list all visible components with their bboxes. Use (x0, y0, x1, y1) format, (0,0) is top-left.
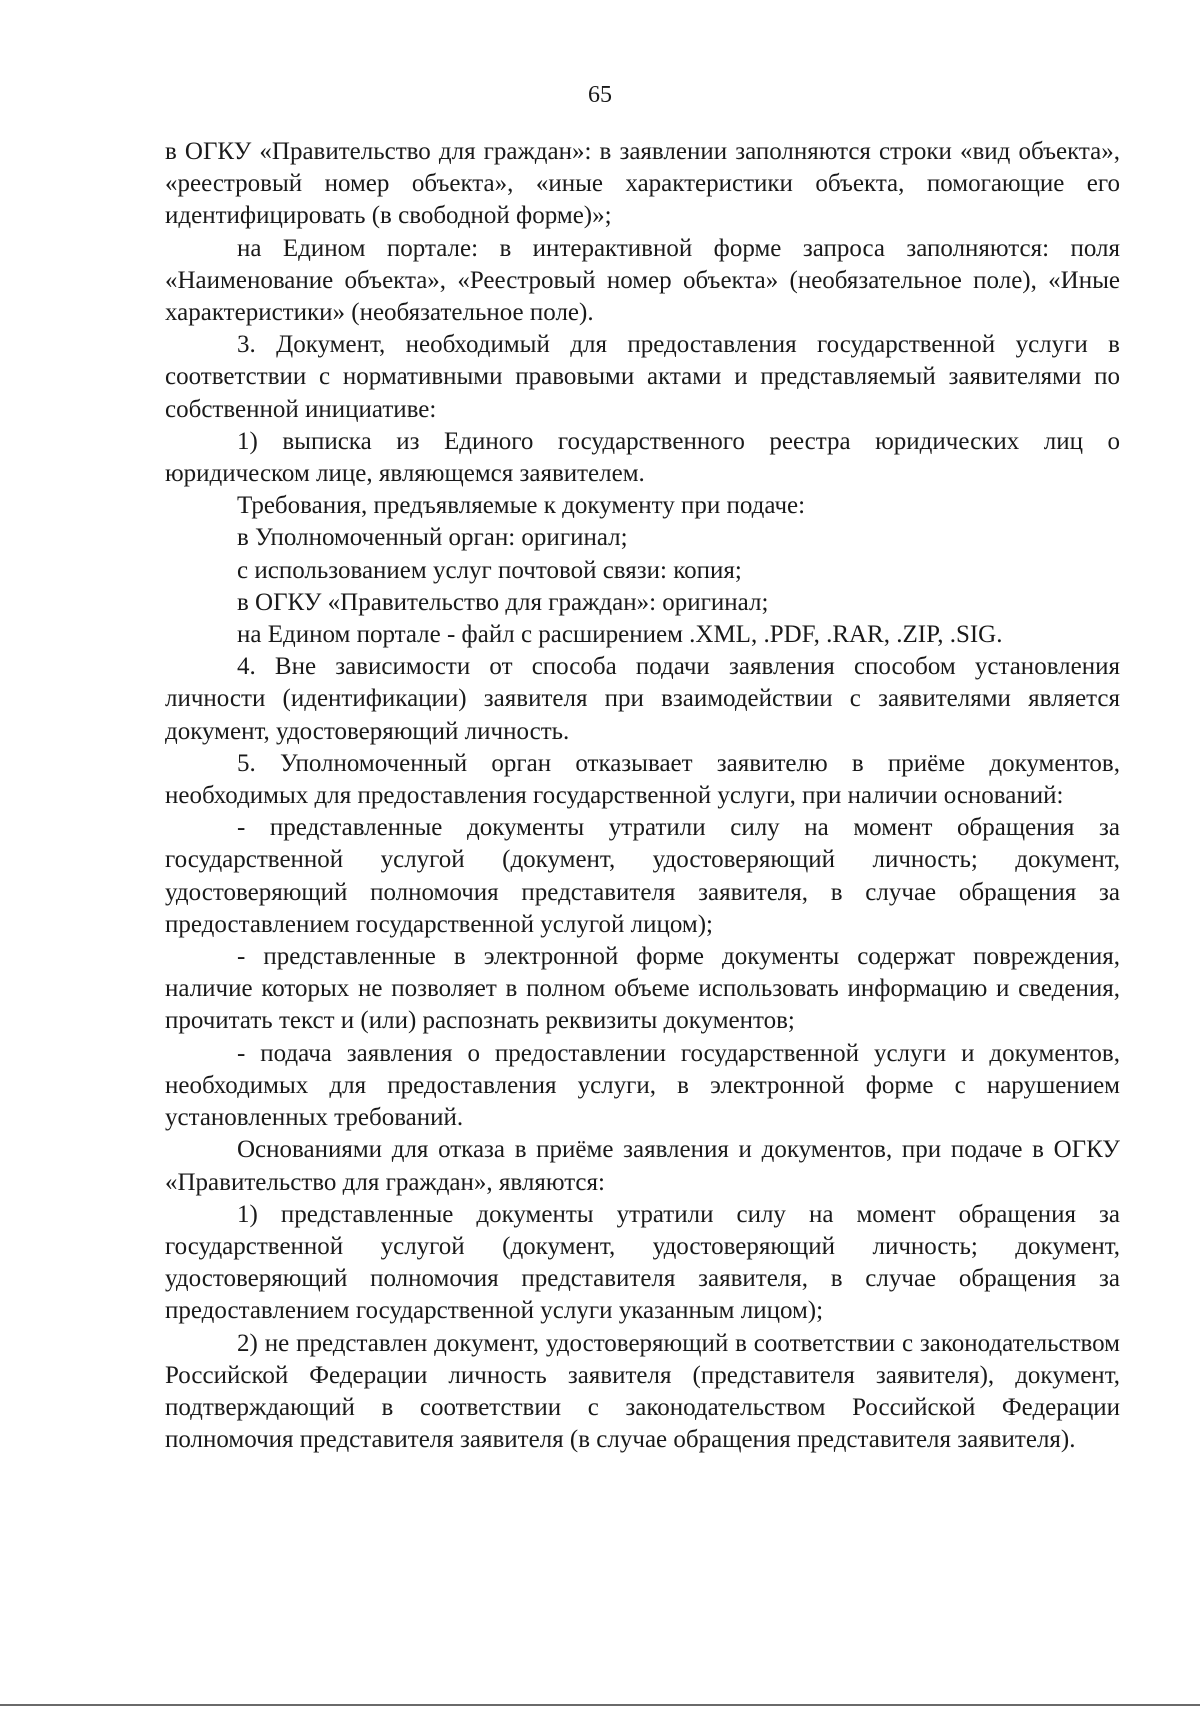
paragraph-ogku-application-fields: в ОГКУ «Правительство для граждан»: в заявлении заполняются строки «вид объекта», «реестровый номер объекта», «иные характеристики объекта, помогающие его идентифицировать (в свободной форме)»; (165, 138, 1120, 230)
paragraph-refusal-damaged-documents: - представленные в электронной форме документы содержат повреждения, наличие которых не позволяет в полном объеме использовать информацию и сведения, прочитать текст и (или) распознать реквизиты документов; (165, 943, 1120, 1035)
paragraph-document-requirements: Требования, предъявляемые к документу при подаче: (237, 492, 806, 520)
bottom-edge-line (0, 1704, 1200, 1706)
paragraph-item-3-document: 3. Документ, необходимый для предоставления государственной услуги в соответствии с нормативными правовыми актами и представляемый заявителями по собственной инициативе: (165, 331, 1120, 423)
paragraph-item-5-refusal: 5. Уполномоченный орган отказывает заявителю в приёме документов, необходимых для предоставления государственной услуги, при наличии оснований: (165, 749, 1120, 810)
paragraph-ogku-refusal-grounds: Основаниями для отказа в приёме заявления и документов, при подаче в ОГКУ «Правительство для граждан», являются: (165, 1136, 1120, 1196)
paragraph-ogku-ground-2: 2) не представлен документ, удостоверяющий в соответствии с законодательством Российской Федерации личность заявителя (представителя заявителя), документ, подтверждающий в соответствии с законодательством Российской Федерации полномочия представителя заявителя (в случае обращения представителя заявителя). (165, 1329, 1120, 1454)
page-number: 65 (588, 82, 612, 108)
paragraph-requirement-ogku: в ОГКУ «Правительство для граждан»: оригинал; (237, 588, 769, 616)
paragraph-requirement-authority: в Уполномоченный орган: оригинал; (237, 524, 628, 552)
paragraph-item-4-identification: 4. Вне зависимости от способа подачи заявления способом установления личности (идентификации) заявителя при взаимодействии с заявителями является документ, удостоверяющий личность. (165, 653, 1120, 745)
paragraph-requirement-post: с использованием услуг почтовой связи: копия; (237, 556, 742, 584)
paragraph-refusal-expired-documents: - представленные документы утратили силу на момент обращения за государственной услугой (документ, удостоверяющий личность; документ, удостоверяющий полномочия представителя заявителя, в случае обращения за предоставлением государственной услугой лицом); (165, 814, 1120, 938)
paragraph-refusal-violation: - подача заявления о предоставлении государственной услуги и документов, необходимых для предоставления услуги, в электронной форме с нарушением установленных требований. (165, 1039, 1120, 1132)
document-body (165, 136, 1120, 1456)
paragraph-egrul-extract: 1) выписка из Единого государственного реестра юридических лиц о юридическом лице, являющемся заявителем. (165, 427, 1120, 488)
paragraph-portal-form-fields: на Едином портале: в интерактивной форме запроса заполняются: поля «Наименование объекта», «Реестровый номер объекта» (необязательное поле), «Иные характеристики» (необязательное поле). (165, 234, 1120, 327)
paragraph-requirement-portal: на Едином портале - файл с расширением .XML, .PDF, .RAR, .ZIP, .SIG. (237, 621, 1003, 649)
paragraph-ogku-ground-1: 1) представленные документы утратили силу на момент обращения за государственной услугой (документ, удостоверяющий личность; документ, удостоверяющий полномочия представителя заявителя, в случае обращения за предоставлением государственной услуги указанным лицом); (165, 1200, 1120, 1325)
